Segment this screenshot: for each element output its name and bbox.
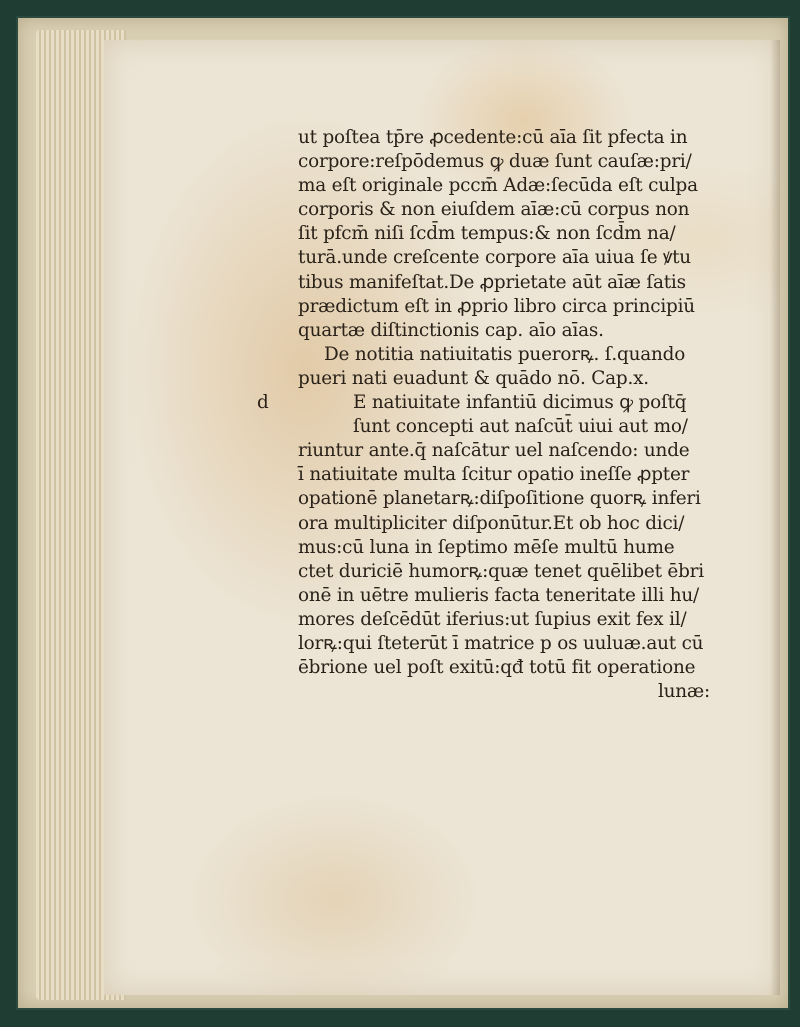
text-line: onē in uētre mulieris facta teneritate illi hu/ (298, 584, 700, 606)
text-line (257, 391, 712, 415)
text-line: opationē planetarꝶ:diſpoſitione quorꝶ inferi (298, 488, 701, 510)
text-line: tibus manifeſtat.De ꝓprietate aūt aīæ ſatis (298, 271, 686, 293)
text-line: riuntur ante.q̄ naſcātur uel naſcendo: unde (298, 440, 690, 462)
text-line: ēbrione uel poſt exitū:qđ totū fit operatione (298, 657, 696, 679)
chapter-heading-line: De notitia natiuitatis puerorꝶ. ſ.quando (324, 343, 686, 365)
catchword-line: lunæ: (657, 681, 710, 703)
text-line-content: E natiuitate infantiū dicimus ꝙ poſtq̄ (353, 392, 687, 414)
text-line: prædictum eſt in ꝓprio libro circa principiū (298, 295, 695, 317)
text-line: ora multipliciter diſponūtur.Et ob hoc dici/ (298, 512, 685, 534)
guide-letter: d (257, 392, 269, 414)
text-line: turā.unde creſcente corpore aīa uiua ſe ꝟtu (298, 247, 691, 269)
text-line: ī natiuitate multa ſcitur opatio ineſſe ꝓpter (298, 464, 690, 486)
text-line: corpore:reſpōdemus ꝙ duæ ſunt cauſæ:pri/ (298, 151, 692, 173)
text-line: ut poſtea tp̄re ꝓcedente:cū aīa ſit pfecta in (298, 127, 688, 148)
text-block (257, 126, 712, 704)
text-line: ctet duriciē humorꝶ:quæ tenet quēlibet ēbri (298, 560, 704, 582)
chapter-heading-line: pueri nati euadunt & quādo nō. Cap.x. (298, 367, 649, 389)
text-line: ſit pfcm̄ niſi ſcd̄m tempus:& non ſcd̄m na/ (298, 223, 676, 245)
text-line: corporis & non eiuſdem aīæ:cū corpus non (298, 199, 690, 221)
text-line: mus:cū luna in ſeptimo mēſe multū hume (298, 536, 675, 558)
text-line: quartæ diſtinctionis cap. aīo aīas. (298, 319, 604, 341)
text-line: ſunt concepti aut naſcūt̄ uiui aut mo/ (353, 416, 688, 438)
text-line: ma eſt originale pccm̄ Adæ:ſecūda eſt culpa (298, 175, 698, 197)
text-line: lorꝶ:qui ſteterūt ī matrice p os uuluæ.aut cū (298, 632, 704, 654)
text-line: mores deſcēdūt iferius:ut ſupius exit fex il/ (298, 608, 687, 630)
